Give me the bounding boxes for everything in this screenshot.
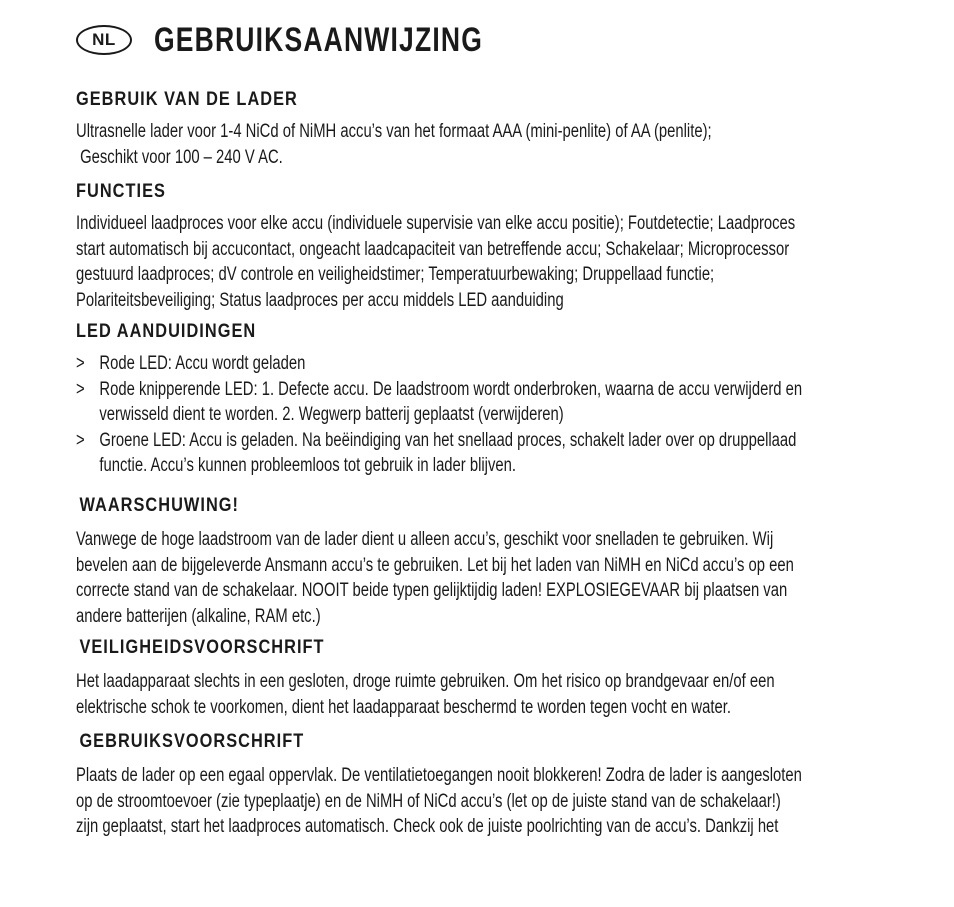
body-line: andere batterijen (alkaline, RAM etc.) — [76, 605, 321, 627]
body-line: bevelen aan de bijgeleverde Ansmann accu’s te gebruiken. Let bij het laden van NiMH en NiCd accu’s op een — [76, 554, 794, 576]
list-item — [76, 351, 716, 377]
title-row — [76, 18, 896, 62]
body-line: Vanwege de hoge laadstroom van de lader dient u alleen accu’s, geschikt voor snelladen te gebruiken. Wij — [76, 529, 774, 550]
item-line: functie. Accu’s kunnen probleemloos tot gebruik in lader blijven. — [99, 455, 516, 476]
body-line: zijn geplaatst, start het laadproces automatisch. Check ook de juiste poolrichting van de accu’s. Dankzij het — [76, 816, 779, 837]
body-line: elektrische schok te voorkomen, dient het laadapparaat beschermd te worden tegen vocht en water. — [76, 696, 731, 718]
section-body — [76, 669, 775, 720]
body-line: start automatisch bij accucontact, ongeacht laadcapaciteit van betreffende accu; Schakelaar; Microprocessor — [76, 238, 790, 260]
section-safety — [76, 633, 896, 719]
body-line: correcte stand van de schakelaar. NOOIT beide typen gelijktijdig laden! EXPLOSIEGEVAAR bij plaatsen van — [76, 580, 788, 601]
item-line: Rode knipperende LED: 1. Defecte accu. De laadstroom wordt onderbroken, waarna de accu verwijderd en — [99, 378, 803, 400]
language-badge: NL — [76, 25, 132, 55]
item-line: verwisseld dient te worden. 2. Wegwerp batterij geplaatst (verwijderen) — [99, 404, 564, 425]
section-usage — [76, 85, 896, 171]
list-item — [76, 377, 803, 428]
section-body — [76, 211, 796, 313]
bullet-glyph: > — [76, 353, 85, 374]
bullet-glyph: > — [76, 378, 85, 400]
body-line: Het laadapparaat slechts in een gesloten, droge ruimte gebruiken. Om het risico op brandgevaar en/of een — [76, 671, 775, 692]
body-line: Individueel laadproces voor elke accu (individuele supervisie van elke accu positie); Foutdetectie; Laadproces — [76, 213, 796, 234]
section-heading: LED AANDUIDINGEN — [76, 321, 257, 342]
section-heading: FUNCTIES — [76, 181, 166, 202]
body-line: Plaats de lader op een egaal oppervlak. De ventilatietoegangen nooit blokkeren! Zodra de lader is aangesloten — [76, 765, 802, 786]
section-functions — [76, 177, 896, 311]
body-line: Ultrasnelle lader voor 1-4 NiCd of NiMH accu’s van het formaat AAA (mini-penlite) of AA (penlite); — [76, 121, 712, 142]
item-line: Rode LED: Accu wordt geladen — [99, 353, 306, 374]
body-line: op de stroomtoevoer (zie typeplaatje) en de NiMH of NiCd accu’s (let op de juiste stand van de schakelaar!) — [76, 790, 781, 812]
body-line: Geschikt voor 100 – 240 V AC. — [76, 146, 283, 168]
page-title: GEBRUIKSAANWIJZING — [154, 20, 484, 59]
section-heading: WAARSCHUWING! — [79, 495, 239, 516]
item-line: Groene LED: Accu is geladen. Na beëindiging van het snellaad proces, schakelt lader over op druppellaad — [99, 429, 797, 451]
body-line: gestuurd laadproces; dV controle en veiligheidstimer; Temperatuurbewaking; Druppellaad functie; — [76, 264, 715, 285]
section-warning — [76, 491, 896, 625]
section-heading: GEBRUIK VAN DE LADER — [76, 89, 298, 110]
list-item — [76, 428, 797, 479]
manual-page — [76, 18, 896, 840]
section-led — [76, 317, 896, 487]
bullet-glyph: > — [76, 429, 85, 451]
section-body — [76, 763, 802, 840]
section-instructions — [76, 727, 896, 840]
section-heading: GEBRUIKSVOORSCHRIFT — [79, 731, 305, 752]
body-line: Polariteitsbeveiliging; Status laadproces per accu middels LED aanduiding — [76, 289, 564, 311]
section-heading: VEILIGHEIDSVOORSCHRIFT — [79, 637, 325, 658]
section-body — [76, 119, 716, 170]
section-body — [76, 527, 794, 629]
